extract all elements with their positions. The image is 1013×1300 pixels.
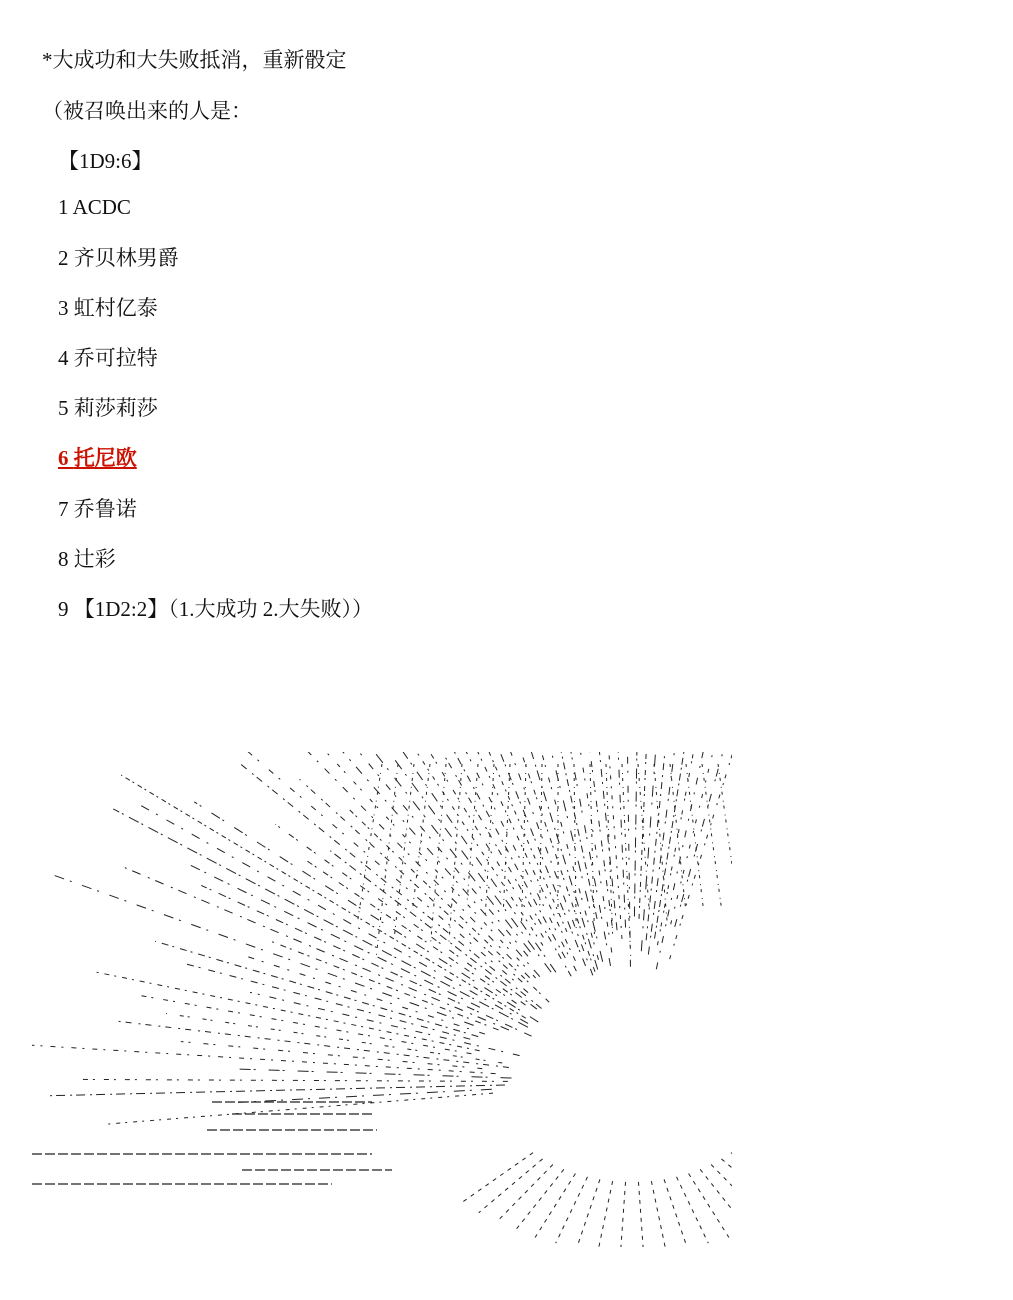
option-number: 7 — [58, 497, 69, 521]
burst-ray — [232, 1089, 492, 1102]
burst-ray — [431, 764, 446, 943]
option-name: 【1D2:2】（1.大成功 2.大失败）） — [73, 597, 373, 621]
burst-ray — [610, 752, 625, 928]
burst-ray — [184, 862, 480, 1007]
burst-ray — [155, 941, 478, 1036]
burst-ray — [358, 764, 382, 920]
burst-ray — [238, 954, 485, 1035]
burst-ray — [226, 752, 539, 977]
option-name: 乔鲁诺 — [73, 497, 137, 521]
burst-ray — [307, 861, 517, 1004]
reroll-note: *大成功和大失败抵消，重新骰定 — [42, 48, 347, 72]
burst-ray — [462, 1153, 533, 1202]
option-item — [58, 395, 158, 421]
burst-ray — [641, 752, 665, 951]
burst-ray — [47, 873, 473, 1025]
burst-ray — [201, 885, 531, 1036]
burst-ray — [590, 764, 594, 934]
burst-ray — [622, 764, 631, 959]
burst-ray — [346, 806, 550, 1002]
burst-ray — [121, 775, 526, 1018]
burst-ray — [467, 764, 478, 903]
burst-ray — [670, 764, 685, 907]
burst-ray — [181, 1042, 482, 1069]
burst-ray — [77, 1079, 508, 1081]
option-item — [58, 345, 158, 371]
burst-ray — [239, 1069, 511, 1078]
burst-ray — [412, 764, 430, 911]
option-number: 2 — [58, 246, 69, 270]
burst-ray — [344, 752, 544, 938]
burst-ray — [141, 805, 528, 1023]
dice-roll-result: 【1D9:6】 — [58, 149, 153, 173]
option-number: 8 — [58, 547, 69, 571]
option-number: 1 — [58, 195, 69, 219]
option-name: 齐贝林男爵 — [73, 246, 179, 270]
burst-ray — [304, 752, 556, 972]
summon-intro: （被召唤出来的人是： — [42, 99, 252, 123]
burst-ray — [118, 865, 509, 1030]
burst-ray — [621, 1182, 626, 1247]
burst-ray — [508, 752, 599, 960]
burst-ray — [731, 1153, 732, 1202]
burst-ray — [656, 752, 729, 969]
burst-ray — [675, 752, 732, 927]
option-number: 4 — [58, 346, 69, 370]
burst-ray — [700, 1169, 732, 1230]
burst-ray — [375, 752, 576, 971]
burst-ray — [655, 752, 718, 939]
burst-ray — [322, 752, 543, 946]
burst-ray — [395, 760, 551, 972]
burst-ray — [272, 942, 498, 1030]
burst-ray — [721, 1159, 732, 1213]
burst-ray — [595, 752, 622, 939]
burst-ray — [670, 752, 732, 959]
burst-ray — [394, 764, 414, 938]
burst-ray — [137, 995, 471, 1054]
burst-ray — [32, 1044, 496, 1074]
burst-ray — [509, 752, 597, 919]
burst-ray — [374, 752, 571, 976]
burst-ray — [639, 752, 652, 919]
burst-ray — [599, 1181, 613, 1247]
burst-ray — [380, 752, 576, 961]
option-item — [58, 496, 137, 522]
burst-ray — [194, 802, 538, 1022]
option-item — [58, 245, 179, 271]
burst-ray — [577, 1179, 600, 1247]
option-number: 5 — [58, 396, 69, 420]
burst-ray — [689, 1173, 729, 1237]
burst-ray — [676, 1177, 708, 1243]
burst-ray — [634, 752, 639, 917]
burst-ray — [422, 752, 567, 932]
burst-ray — [485, 764, 494, 917]
burst-ray — [449, 764, 462, 944]
burst-ray — [646, 752, 671, 940]
option-name: 托尼欧 — [73, 446, 137, 470]
burst-ray — [93, 972, 479, 1051]
option-name: 莉莎莉莎 — [73, 396, 158, 420]
option-number: 9 — [58, 597, 69, 621]
option-name: 辻彩 — [73, 547, 116, 571]
burst-ray — [434, 752, 592, 975]
burst-ray — [479, 1159, 543, 1213]
burst-ray — [300, 779, 523, 982]
burst-ray — [503, 764, 510, 909]
burst-ray — [702, 764, 722, 911]
burst-ray — [651, 1181, 665, 1247]
option-item-selected — [58, 445, 137, 471]
burst-ray — [452, 752, 586, 966]
option-name: 虹村亿泰 — [73, 296, 158, 320]
burst-ray — [503, 752, 602, 962]
option-name: ACDC — [72, 195, 131, 219]
option-number: 3 — [58, 296, 69, 320]
light-burst-drawing — [32, 752, 732, 1252]
burst-ray — [108, 1093, 493, 1124]
option-item — [58, 596, 373, 622]
burst-ray — [198, 752, 528, 993]
option-number: 6 — [58, 446, 69, 470]
burst-ray — [664, 1179, 687, 1247]
option-item — [58, 546, 116, 572]
burst-ray — [535, 1173, 575, 1237]
burst-ray — [638, 764, 649, 907]
burst-ray — [606, 764, 613, 934]
burst-ray — [638, 1182, 643, 1247]
option-item — [58, 194, 131, 220]
burst-ray — [311, 752, 531, 952]
burst-ray — [556, 1177, 588, 1243]
option-name: 乔可拉特 — [73, 346, 158, 370]
burst-ray — [540, 764, 542, 905]
ascii-art-light-burst — [32, 752, 732, 1252]
burst-ray — [49, 1085, 505, 1096]
option-item — [58, 295, 158, 321]
burst-ray — [561, 752, 612, 926]
burst-ray — [686, 764, 704, 911]
